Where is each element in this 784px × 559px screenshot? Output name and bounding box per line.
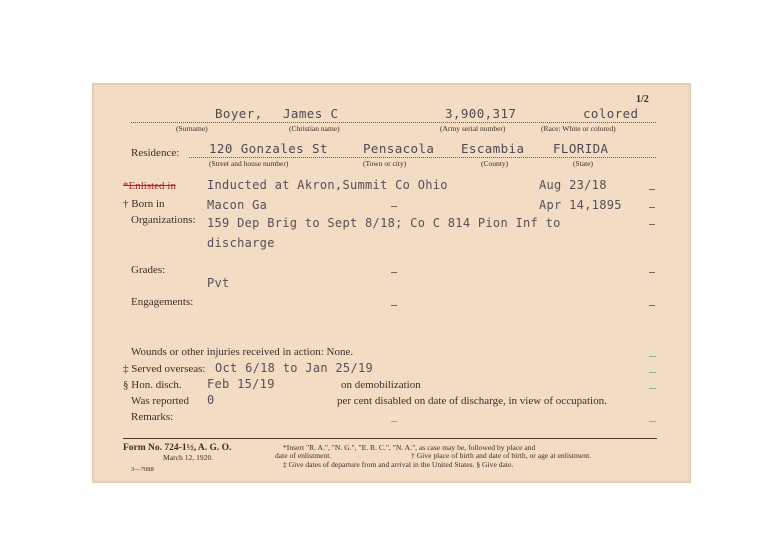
race-caption: (Race: White or colored) <box>541 124 616 133</box>
serial-number-value: 3,900,317 <box>445 106 517 121</box>
engagements-dash <box>649 305 655 306</box>
enlisted-date: Aug 23/18 <box>539 178 607 192</box>
born-label: † Born in <box>123 198 165 210</box>
town-value: Pensacola <box>363 141 435 156</box>
county-value: Escambia <box>461 141 525 156</box>
overseas-label: ‡ Served overseas: <box>123 363 206 375</box>
engagements-label: Engagements: <box>131 296 194 308</box>
born-dash <box>649 207 655 208</box>
christian-name-value: James C <box>283 106 339 121</box>
surname-caption: (Surname) <box>176 124 208 133</box>
remarks-check <box>649 421 656 422</box>
born-mid-dash <box>391 206 397 207</box>
race-value: colored <box>583 106 639 121</box>
wounds-text: Wounds or other injuries received in action: None. <box>131 346 354 358</box>
organizations-label: Organizations: <box>131 214 196 226</box>
enlisted-label: *Enlisted in <box>123 180 176 192</box>
grades-dash <box>649 272 655 273</box>
street-value: 120 Gonzales St <box>209 141 328 156</box>
overseas-value: Oct 6/18 to Jan 25/19 <box>215 361 374 375</box>
footnote-line-3: ‡ Give dates of departure from and arrival in the United States. § Give date. <box>283 460 514 469</box>
service-record-card <box>92 83 691 483</box>
town-caption: (Town or city) <box>363 159 407 168</box>
footnote-line-1: *Insert "R. A.", "N. G.", "E. R. C.", "N. A.", as case may be, followed by place and <box>283 443 536 452</box>
enlisted-value: Inducted at Akron,Summit Co Ohio <box>207 178 448 192</box>
christian-caption: (Christian name) <box>289 124 340 133</box>
residence-label: Residence: <box>131 147 180 159</box>
residence-dotted-line <box>189 157 656 158</box>
wounds-check <box>649 356 656 357</box>
page-mark: 1/2 <box>636 94 649 105</box>
surname-value: Boyer, <box>215 106 263 121</box>
enlisted-dash <box>649 189 655 190</box>
organizations-line-1: 159 Dep Brig to Sept 8/18; Co C 814 Pion Inf to <box>207 216 561 230</box>
form-date: March 12, 1920. <box>163 453 214 462</box>
state-value: FLORIDA <box>553 141 609 156</box>
hon-disch-suffix: on demobilization <box>341 379 421 391</box>
hon-disch-label: § Hon. disch. <box>123 379 182 391</box>
remarks-label: Remarks: <box>131 411 174 423</box>
overseas-check <box>649 372 656 373</box>
born-date: Apr 14,1895 <box>539 198 622 212</box>
organizations-line-2: discharge <box>207 236 275 250</box>
hon-disch-value: Feb 15/19 <box>207 377 275 391</box>
name-dotted-line <box>131 122 656 123</box>
grades-label: Grades: <box>131 264 166 276</box>
form-code: 3—7088 <box>131 466 154 473</box>
county-caption: (County) <box>481 159 509 168</box>
footnote-line-2a: date of enlistment. <box>275 451 332 460</box>
reported-label: Was reported <box>131 395 190 407</box>
remarks-mid-check <box>391 421 397 422</box>
serial-caption: (Army serial number) <box>440 124 506 133</box>
form-number: Form No. 724-1½, A. G. O. <box>123 443 232 453</box>
state-caption: (State) <box>573 159 593 168</box>
reported-suffix: per cent disabled on date of discharge, in view of occupation. <box>337 395 607 407</box>
reported-value: 0 <box>207 393 215 407</box>
organizations-dash <box>649 224 655 225</box>
hon-disch-check <box>649 388 656 389</box>
grades-mid-dash <box>391 272 397 273</box>
born-value: Macon Ga <box>207 198 268 212</box>
footer-rule <box>123 438 657 439</box>
grades-value: Pvt <box>207 276 230 290</box>
footnote-line-2b: † Give place of birth and date of birth, or age at enlistment. <box>411 451 592 460</box>
engagements-mid-dash <box>391 305 397 306</box>
street-caption: (Street and house number) <box>209 159 289 168</box>
